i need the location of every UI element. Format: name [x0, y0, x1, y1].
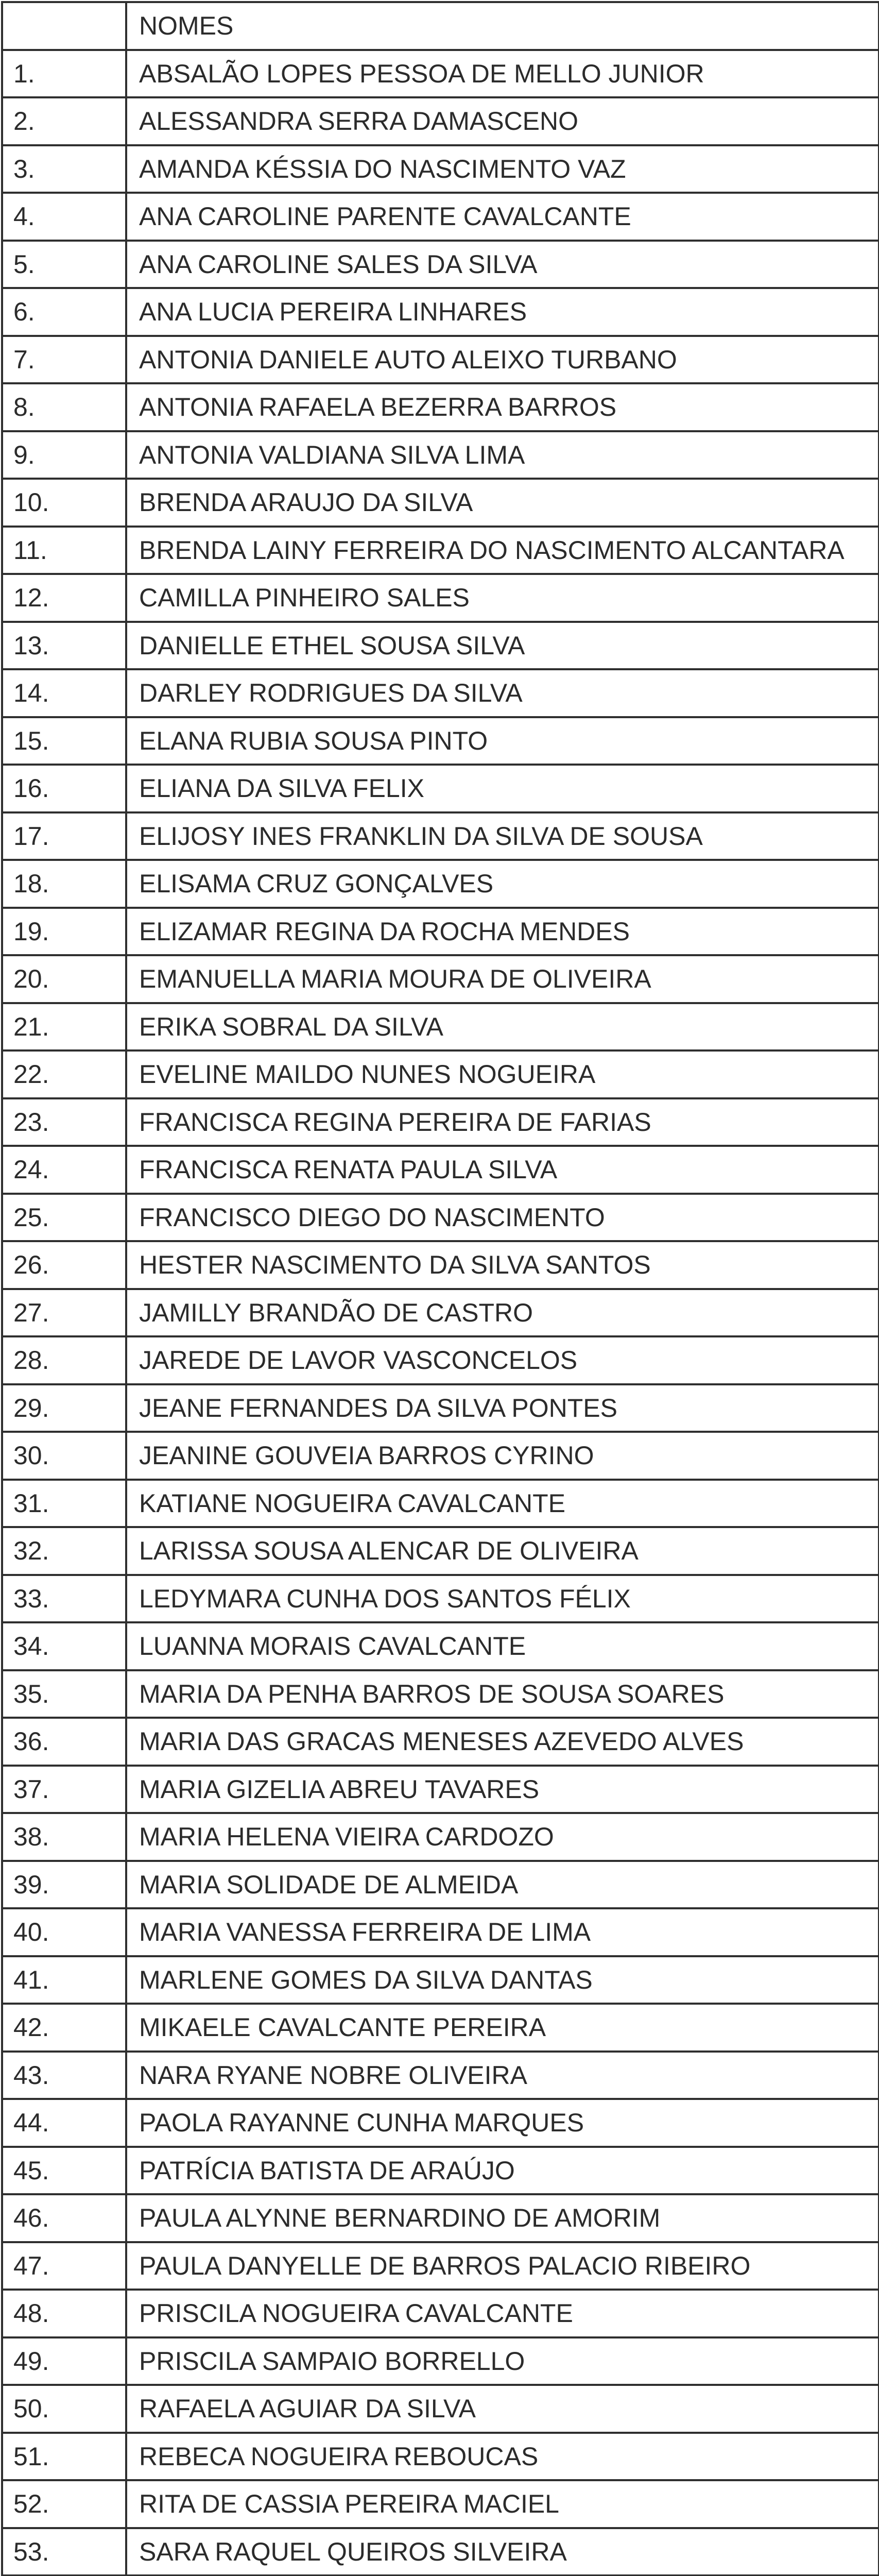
- table-row: [2, 1384, 879, 1432]
- table-row: [2, 1908, 879, 1956]
- table-row: [2, 1813, 879, 1861]
- row-number-cell: 23.: [2, 1098, 126, 1146]
- row-number-cell: 24.: [2, 1146, 126, 1194]
- table-row: [2, 50, 879, 98]
- row-number-cell: 20.: [2, 955, 126, 1003]
- table-row: [2, 97, 879, 145]
- table-row: [2, 479, 879, 527]
- table-row: [2, 622, 879, 670]
- row-number-cell: 5.: [2, 241, 126, 289]
- table-row: [2, 765, 879, 812]
- table-row: [2, 1575, 879, 1623]
- row-number-cell: 29.: [2, 1384, 126, 1432]
- table-row: [2, 2337, 879, 2385]
- header-row: [2, 2, 879, 50]
- row-number-cell: 3.: [2, 145, 126, 193]
- row-number-cell: 2.: [2, 97, 126, 145]
- row-number-cell: 45.: [2, 2147, 126, 2195]
- row-name-cell: SARA RAQUEL QUEIROS SILVEIRA: [126, 2528, 879, 2576]
- table-row: [2, 193, 879, 241]
- row-name-cell: ANTONIA VALDIANA SILVA LIMA: [126, 431, 879, 479]
- row-name-cell: EVELINE MAILDO NUNES NOGUEIRA: [126, 1050, 879, 1098]
- table-row: [2, 1098, 879, 1146]
- row-number-cell: 48.: [2, 2290, 126, 2337]
- row-number-cell: 22.: [2, 1050, 126, 1098]
- table-row: [2, 1766, 879, 1814]
- row-name-cell: FRANCISCO DIEGO DO NASCIMENTO: [126, 1194, 879, 1242]
- row-number-cell: 1.: [2, 50, 126, 98]
- row-name-cell: MARIA HELENA VIEIRA CARDOZO: [126, 1813, 879, 1861]
- table-row: [2, 1670, 879, 1718]
- table-row: [2, 1289, 879, 1337]
- names-table-body: [2, 2, 879, 2576]
- row-number-cell: 26.: [2, 1241, 126, 1289]
- row-name-cell: JEANE FERNANDES DA SILVA PONTES: [126, 1384, 879, 1432]
- row-number-cell: 51.: [2, 2433, 126, 2481]
- table-row: [2, 955, 879, 1003]
- table-row: [2, 1003, 879, 1051]
- row-number-cell: 33.: [2, 1575, 126, 1623]
- row-name-cell: CAMILLA PINHEIRO SALES: [126, 574, 879, 622]
- table-row: [2, 2480, 879, 2528]
- row-number-cell: 16.: [2, 765, 126, 812]
- table-row: [2, 1241, 879, 1289]
- table-row: [2, 860, 879, 908]
- row-name-cell: ELANA RUBIA SOUSA PINTO: [126, 717, 879, 765]
- row-name-cell: FRANCISCA RENATA PAULA SILVA: [126, 1146, 879, 1194]
- table-row: [2, 1527, 879, 1575]
- table-row: [2, 908, 879, 956]
- table-row: [2, 1146, 879, 1194]
- row-name-cell: MARIA SOLIDADE DE ALMEIDA: [126, 1861, 879, 1909]
- table-row: [2, 2528, 879, 2576]
- table-row: [2, 1861, 879, 1909]
- table-row: [2, 669, 879, 717]
- table-row: [2, 431, 879, 479]
- row-number-cell: 39.: [2, 1861, 126, 1909]
- row-name-cell: PAULA ALYNNE BERNARDINO DE AMORIM: [126, 2194, 879, 2242]
- row-name-cell: MARIA GIZELIA ABREU TAVARES: [126, 1766, 879, 1814]
- table-row: [2, 383, 879, 431]
- row-name-cell: LARISSA SOUSA ALENCAR DE OLIVEIRA: [126, 1527, 879, 1575]
- row-name-cell: REBECA NOGUEIRA REBOUCAS: [126, 2433, 879, 2481]
- row-number-cell: 28.: [2, 1336, 126, 1384]
- row-number-cell: 19.: [2, 908, 126, 956]
- row-number-cell: 36.: [2, 1718, 126, 1766]
- row-number-cell: 40.: [2, 1908, 126, 1956]
- row-name-cell: BRENDA ARAUJO DA SILVA: [126, 479, 879, 527]
- row-number-cell: 44.: [2, 2099, 126, 2147]
- row-name-cell: PRISCILA NOGUEIRA CAVALCANTE: [126, 2290, 879, 2337]
- table-row: [2, 717, 879, 765]
- row-number-cell: 42.: [2, 2004, 126, 2052]
- row-number-cell: 10.: [2, 479, 126, 527]
- row-number-cell: 8.: [2, 383, 126, 431]
- row-number-cell: 34.: [2, 1622, 126, 1670]
- row-number-cell: 46.: [2, 2194, 126, 2242]
- row-number-cell: 38.: [2, 1813, 126, 1861]
- row-name-cell: NARA RYANE NOBRE OLIVEIRA: [126, 2052, 879, 2099]
- row-number-cell: 52.: [2, 2480, 126, 2528]
- table-row: [2, 1050, 879, 1098]
- row-number-cell: 13.: [2, 622, 126, 670]
- row-number-cell: 49.: [2, 2337, 126, 2385]
- row-name-cell: MARIA DAS GRACAS MENESES AZEVEDO ALVES: [126, 1718, 879, 1766]
- header-name-cell: NOMES: [126, 2, 879, 50]
- row-number-cell: 11.: [2, 527, 126, 574]
- row-name-cell: LUANNA MORAIS CAVALCANTE: [126, 1622, 879, 1670]
- row-number-cell: 30.: [2, 1432, 126, 1480]
- row-number-cell: 17.: [2, 812, 126, 860]
- row-name-cell: PAULA DANYELLE DE BARROS PALACIO RIBEIRO: [126, 2242, 879, 2290]
- row-name-cell: EMANUELLA MARIA MOURA DE OLIVEIRA: [126, 955, 879, 1003]
- row-number-cell: 7.: [2, 336, 126, 384]
- row-number-cell: 12.: [2, 574, 126, 622]
- table-row: [2, 2004, 879, 2052]
- row-number-cell: 27.: [2, 1289, 126, 1337]
- row-name-cell: RITA DE CASSIA PEREIRA MACIEL: [126, 2480, 879, 2528]
- row-number-cell: 6.: [2, 288, 126, 336]
- row-name-cell: ALESSANDRA SERRA DAMASCENO: [126, 97, 879, 145]
- table-row: [2, 2290, 879, 2337]
- table-row: [2, 1336, 879, 1384]
- row-name-cell: PRISCILA SAMPAIO BORRELLO: [126, 2337, 879, 2385]
- row-name-cell: RAFAELA AGUIAR DA SILVA: [126, 2385, 879, 2433]
- row-number-cell: 41.: [2, 1956, 126, 2004]
- row-number-cell: 21.: [2, 1003, 126, 1051]
- names-table: [1, 1, 879, 2576]
- row-number-cell: 37.: [2, 1766, 126, 1814]
- row-name-cell: MIKAELE CAVALCANTE PEREIRA: [126, 2004, 879, 2052]
- row-number-cell: 50.: [2, 2385, 126, 2433]
- row-name-cell: MARLENE GOMES DA SILVA DANTAS: [126, 1956, 879, 2004]
- row-name-cell: JAMILLY BRANDÃO DE CASTRO: [126, 1289, 879, 1337]
- header-number-cell: [2, 2, 126, 50]
- row-number-cell: 53.: [2, 2528, 126, 2576]
- table-row: [2, 241, 879, 289]
- row-number-cell: 43.: [2, 2052, 126, 2099]
- row-name-cell: BRENDA LAINY FERREIRA DO NASCIMENTO ALCANTARA: [126, 527, 879, 574]
- row-name-cell: ELIZAMAR REGINA DA ROCHA MENDES: [126, 908, 879, 956]
- row-name-cell: MARIA DA PENHA BARROS DE SOUSA SOARES: [126, 1670, 879, 1718]
- table-row: [2, 527, 879, 574]
- row-number-cell: 31.: [2, 1480, 126, 1528]
- row-number-cell: 18.: [2, 860, 126, 908]
- table-row: [2, 2242, 879, 2290]
- table-row: [2, 288, 879, 336]
- table-row: [2, 1432, 879, 1480]
- table-row: [2, 2385, 879, 2433]
- row-name-cell: ABSALÃO LOPES PESSOA DE MELLO JUNIOR: [126, 50, 879, 98]
- row-name-cell: ELIANA DA SILVA FELIX: [126, 765, 879, 812]
- row-name-cell: PAOLA RAYANNE CUNHA MARQUES: [126, 2099, 879, 2147]
- table-row: [2, 145, 879, 193]
- table-row: [2, 2099, 879, 2147]
- row-name-cell: LEDYMARA CUNHA DOS SANTOS FÉLIX: [126, 1575, 879, 1623]
- row-name-cell: JAREDE DE LAVOR VASCONCELOS: [126, 1336, 879, 1384]
- row-number-cell: 47.: [2, 2242, 126, 2290]
- table-row: [2, 1480, 879, 1528]
- row-number-cell: 15.: [2, 717, 126, 765]
- row-name-cell: ANTONIA DANIELE AUTO ALEIXO TURBANO: [126, 336, 879, 384]
- row-name-cell: DARLEY RODRIGUES DA SILVA: [126, 669, 879, 717]
- row-number-cell: 35.: [2, 1670, 126, 1718]
- row-name-cell: KATIANE NOGUEIRA CAVALCANTE: [126, 1480, 879, 1528]
- table-row: [2, 812, 879, 860]
- table-row: [2, 336, 879, 384]
- row-name-cell: FRANCISCA REGINA PEREIRA DE FARIAS: [126, 1098, 879, 1146]
- row-name-cell: ANA LUCIA PEREIRA LINHARES: [126, 288, 879, 336]
- table-row: [2, 2194, 879, 2242]
- row-name-cell: PATRÍCIA BATISTA DE ARAÚJO: [126, 2147, 879, 2195]
- table-row: [2, 574, 879, 622]
- row-name-cell: ELISAMA CRUZ GONÇALVES: [126, 860, 879, 908]
- row-name-cell: ELIJOSY INES FRANKLIN DA SILVA DE SOUSA: [126, 812, 879, 860]
- row-name-cell: ANA CAROLINE PARENTE CAVALCANTE: [126, 193, 879, 241]
- table-row: [2, 1956, 879, 2004]
- row-name-cell: DANIELLE ETHEL SOUSA SILVA: [126, 622, 879, 670]
- table-row: [2, 1622, 879, 1670]
- row-name-cell: HESTER NASCIMENTO DA SILVA SANTOS: [126, 1241, 879, 1289]
- row-name-cell: AMANDA KÉSSIA DO NASCIMENTO VAZ: [126, 145, 879, 193]
- row-name-cell: ANA CAROLINE SALES DA SILVA: [126, 241, 879, 289]
- row-name-cell: JEANINE GOUVEIA BARROS CYRINO: [126, 1432, 879, 1480]
- row-number-cell: 32.: [2, 1527, 126, 1575]
- row-number-cell: 4.: [2, 193, 126, 241]
- table-row: [2, 1194, 879, 1242]
- table-row: [2, 2433, 879, 2481]
- row-number-cell: 14.: [2, 669, 126, 717]
- row-name-cell: ERIKA SOBRAL DA SILVA: [126, 1003, 879, 1051]
- row-name-cell: ANTONIA RAFAELA BEZERRA BARROS: [126, 383, 879, 431]
- row-number-cell: 9.: [2, 431, 126, 479]
- table-row: [2, 2147, 879, 2195]
- row-number-cell: 25.: [2, 1194, 126, 1242]
- table-row: [2, 1718, 879, 1766]
- row-name-cell: MARIA VANESSA FERREIRA DE LIMA: [126, 1908, 879, 1956]
- table-row: [2, 2052, 879, 2099]
